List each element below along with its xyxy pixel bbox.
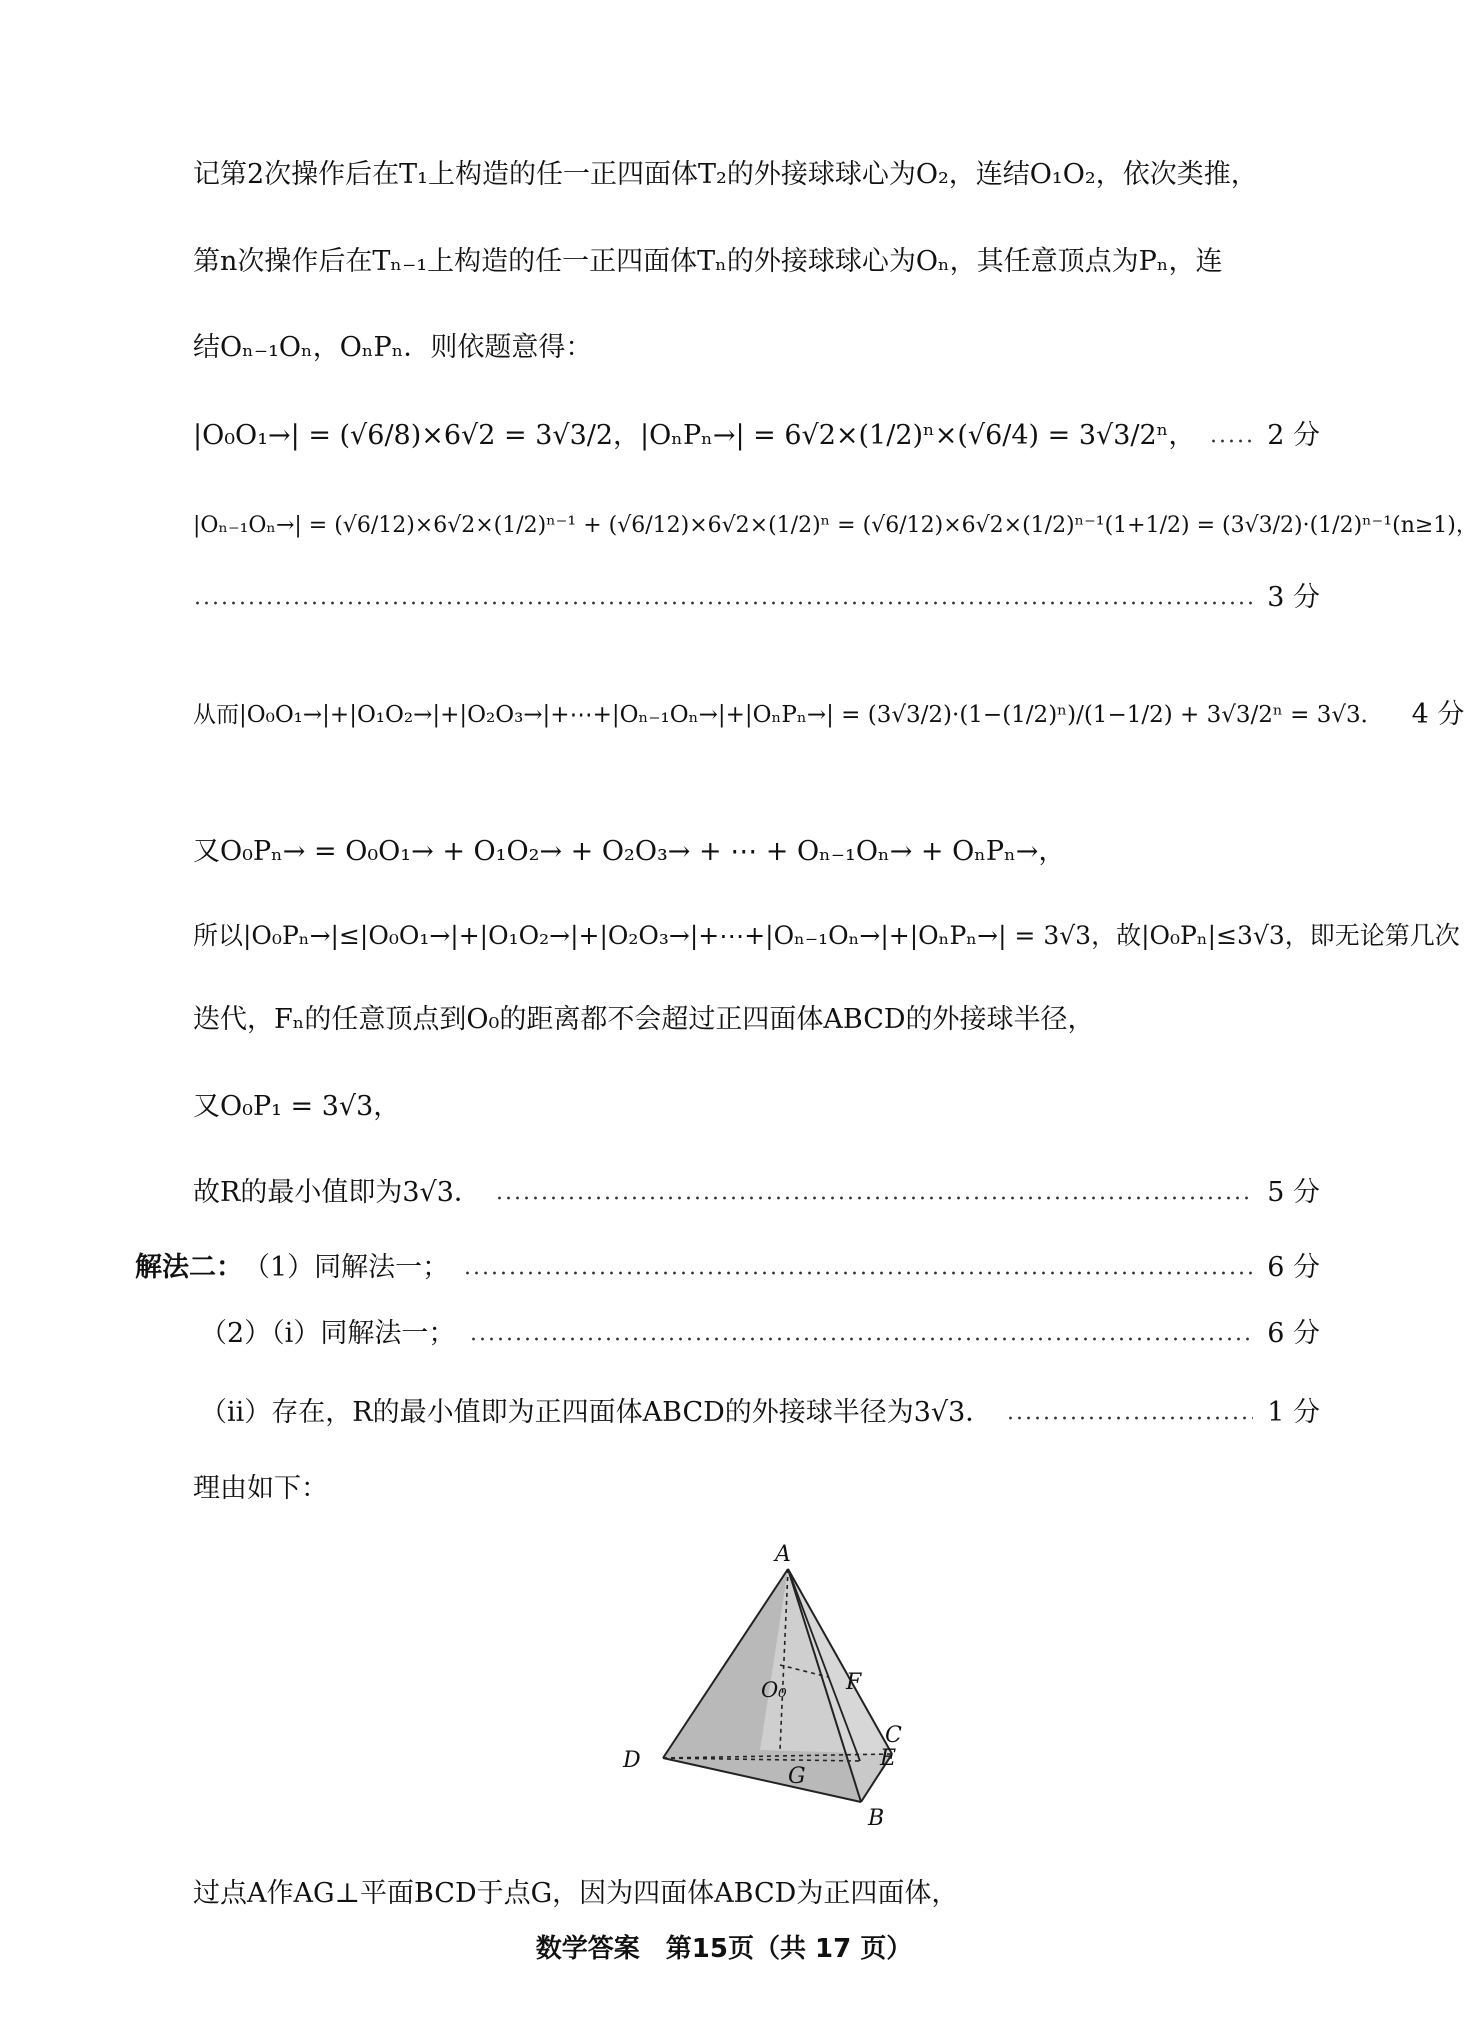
label-d: D — [623, 1748, 641, 1773]
tetrahedron-figure — [600, 1525, 940, 1831]
label-g: G — [788, 1764, 806, 1789]
score-label: 6 分 — [1267, 1318, 1320, 1349]
label-a: A — [775, 1542, 791, 1567]
conclusion-line: 故R的最小值即为3√3． 5 分 — [193, 1173, 1320, 1213]
score-label: 6 分 — [1267, 1252, 1320, 1283]
score-label: 2 分 — [1267, 420, 1320, 451]
part-2i-line: （2）（i）同解法一； 6 分 — [200, 1314, 1320, 1354]
formula-line-5: 所以|O₀Pₙ→|≤|O₀O₁→|+|O₁O₂→|+|O₂O₃→|+⋯+|Oₙ₋₁Oₙ→|+|OₙPₙ→| = 3√3，故|O₀Pₙ|≤3√3，即无论第几次 — [193, 921, 1460, 950]
score-label: 3 分 — [1267, 582, 1320, 613]
dot-leader — [1209, 439, 1253, 443]
page-footer: 数学答案 第15页（共 17 页） — [535, 1934, 913, 1964]
score-label: 4 分 — [1411, 699, 1465, 730]
text-line-3: 结Oₙ₋₁Oₙ，OₙPₙ．则依题意得： — [193, 332, 593, 363]
text-line-final: 过点A作AG⊥平面BCD于点G，因为四面体ABCD为正四面体， — [193, 1878, 959, 1909]
part-2ii-line: （ii）存在，R的最小值即为正四面体ABCD的外接球半径为3√3． 1 分 — [200, 1393, 1320, 1433]
text-line-4: 迭代，Fₙ的任意顶点到O₀的距离都不会超过正四面体ABCD的外接球半径， — [193, 1004, 1095, 1035]
dot-leader — [495, 1196, 1253, 1200]
text-line-5: 又O₀P₁ = 3√3， — [193, 1091, 401, 1122]
label-o0: O₀ — [761, 1678, 787, 1702]
solution-two-label: 解法二： — [135, 1252, 243, 1283]
dot-leader — [1006, 1416, 1253, 1420]
label-e: E — [880, 1746, 897, 1771]
dot-leader — [193, 601, 1253, 605]
label-b: B — [868, 1806, 885, 1831]
dot-leader — [463, 1271, 1253, 1275]
formula-line-2: |Oₙ₋₁Oₙ→| = (√6/12)×6√2×(1/2)ⁿ⁻¹ + (√6/12)×6√2×(1/2)ⁿ = (√6/12)×6√2×(1/2)ⁿ⁻¹(1+1/2) = (3√3/2)·(1/2)ⁿ⁻¹(n≥1)， — [193, 513, 1478, 538]
score-label: 5 分 — [1267, 1177, 1320, 1208]
label-c: C — [885, 1723, 902, 1748]
dot-leader — [469, 1337, 1253, 1341]
score-label: 1 分 — [1267, 1397, 1320, 1428]
formula-line-1: |O₀O₁→| = (√6/8)×6√2 = 3√3/2，|OₙPₙ→| = 6√2×(1/2)ⁿ×(√6/4) = 3√3/2ⁿ， 2 分 — [193, 416, 1320, 456]
formula-line-4: 又O₀Pₙ→ = O₀O₁→ + O₁O₂→ + O₂O₃→ + ⋯ + Oₙ₋₁Oₙ→ + OₙPₙ→， — [193, 836, 1066, 867]
score-line-3 — [193, 578, 1320, 618]
text-line-2: 第n次操作后在Tₙ₋₁上构造的任一正四面体Tₙ的外接球球心为Oₙ，其任意顶点为Pₙ，连 — [193, 246, 1223, 277]
formula-line-3: 从而|O₀O₁→|+|O₁O₂→|+|O₂O₃→|+⋯+|Oₙ₋₁Oₙ→|+|OₙPₙ→| = (3√3/2)·(1−(1/2)ⁿ)/(1−1/2) + 3√3/2ⁿ = 3√3． 4 分 — [193, 695, 1320, 735]
reason-line: 理由如下： — [193, 1473, 328, 1504]
text-line-1: 记第2次操作后在T₁上构造的任一正四面体T₂的外接球球心为O₂，连结O₁O₂，依次类推， — [193, 159, 1258, 190]
label-f: F — [846, 1670, 862, 1695]
solution-two-line: 解法二： （1）同解法一； 6 分 — [135, 1248, 1320, 1288]
